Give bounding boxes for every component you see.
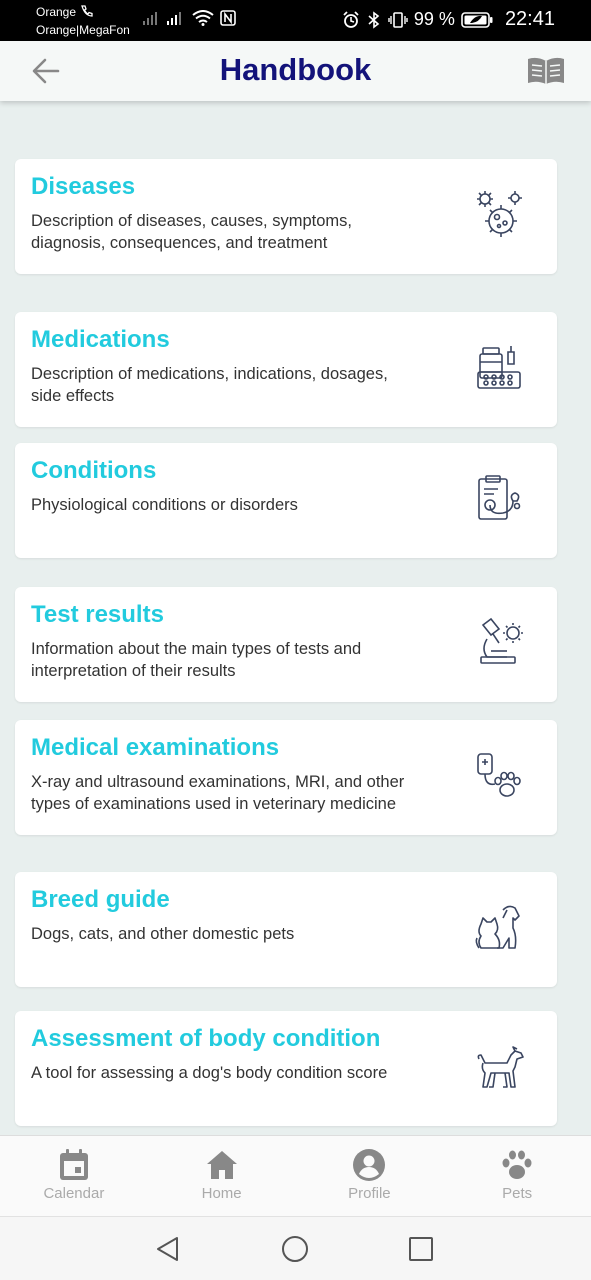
calendar-icon [57,1148,91,1182]
card-diseases[interactable] [15,159,557,274]
card-medications[interactable] [15,312,557,427]
battery-icon [461,11,493,29]
card-title: Conditions [31,457,157,484]
profile-icon [352,1148,386,1182]
call-icon [80,5,93,17]
dog-icon [473,1041,527,1095]
system-recents-icon[interactable] [406,1234,436,1264]
card-description: Physiological conditions or disorders [31,496,298,514]
paw-device-icon [473,750,527,804]
nav-label: Home [201,1185,242,1202]
handbook-button[interactable] [525,55,567,87]
card-description: Description of medications, indications, dosages, side effects [31,365,388,405]
nav-pets[interactable] [443,1136,591,1216]
home-icon [205,1148,239,1182]
battery-percent: 99 % [413,9,455,29]
card-title: Breed guide [31,886,170,913]
paw-icon [500,1148,534,1182]
signal-icon [142,10,160,26]
clock: 22:41 [504,8,555,30]
nav-calendar[interactable] [0,1136,148,1216]
nav-label: Calendar [43,1185,105,1202]
card-description: X-ray and ultrasound examinations, MRI, and other types of examinations used in veterinary medicine [31,773,405,813]
signal-icon-2 [166,10,186,26]
status-bar [0,0,591,41]
carrier-name: Orange [36,5,77,19]
clipboard-stethoscope-icon [473,473,527,527]
card-description: Information about the main types of tests and interpretation of their results [31,640,362,680]
card-description: Description of diseases, causes, symptoms, diagnosis, consequences, and treatment [31,212,352,252]
system-home-icon[interactable] [280,1234,310,1264]
card-conditions[interactable] [15,443,557,558]
system-back-icon[interactable] [153,1234,183,1264]
nav-label: Pets [502,1185,533,1202]
nav-profile[interactable] [296,1136,444,1216]
system-navigation-bar [0,1216,591,1280]
nav-label: Profile [348,1185,391,1202]
card-breed-guide[interactable] [15,872,557,987]
card-title: Diseases [31,173,136,200]
virus-icon [473,189,527,243]
microscope-icon [473,617,527,671]
nav-home[interactable] [148,1136,296,1216]
card-description: A tool for assessing a dog's body condition score [31,1064,388,1082]
card-body-condition[interactable] [15,1011,557,1126]
bottom-navigation [0,1135,591,1216]
medications-icon [473,342,527,396]
dog-cat-icon [473,902,527,956]
card-title: Assessment of body condition [31,1025,381,1052]
vibrate-icon [388,11,408,29]
wifi-icon [192,10,214,26]
card-title: Test results [31,601,164,628]
app-header [0,41,591,101]
handbook-list [0,101,591,1135]
alarm-icon [342,11,360,29]
bluetooth-icon [366,11,382,29]
card-test-results[interactable] [15,587,557,702]
page-title: Handbook [219,52,372,87]
card-title: Medications [31,326,170,353]
card-description: Dogs, cats, and other domestic pets [31,925,295,943]
nfc-icon [220,10,236,26]
card-title: Medical examinations [31,734,280,761]
book-icon [525,55,567,87]
carrier-name-2: Orange|MegaFon [36,23,130,37]
card-medical-examinations[interactable] [15,720,557,835]
